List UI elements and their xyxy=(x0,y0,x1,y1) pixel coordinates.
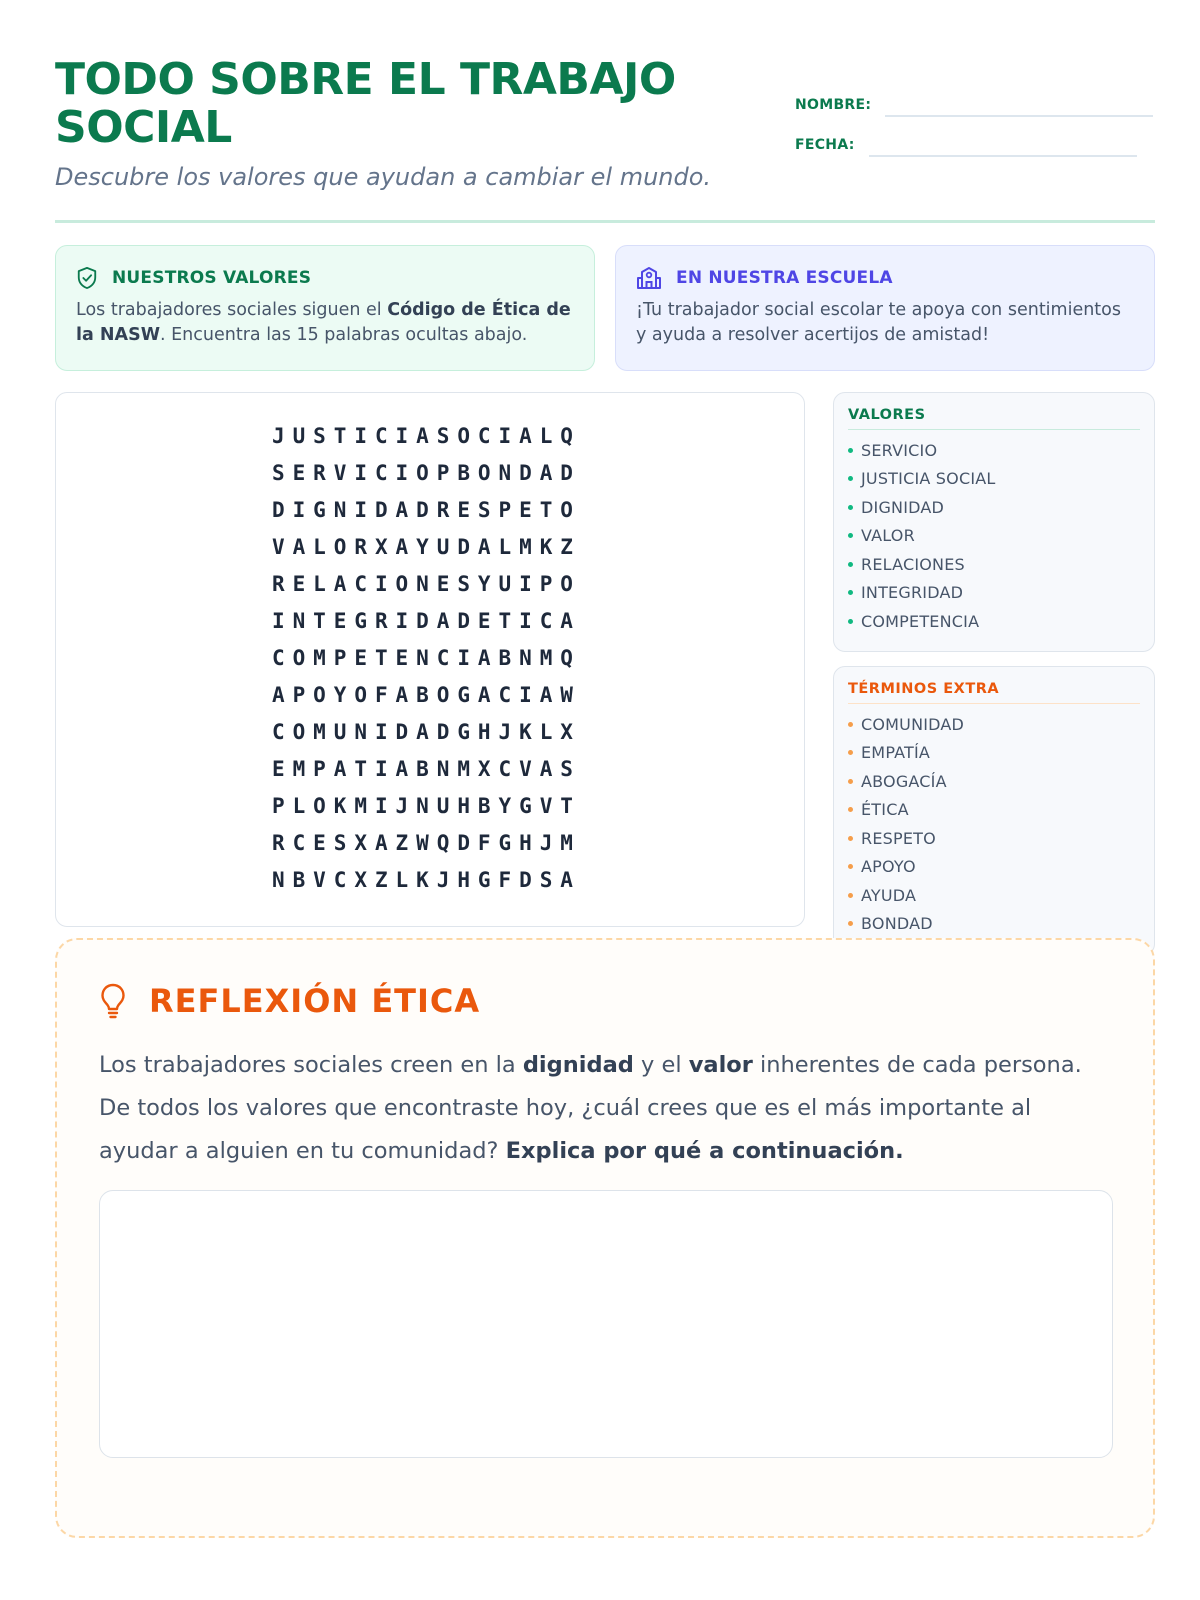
grid-letter[interactable]: L xyxy=(313,571,326,596)
reflection-section xyxy=(55,938,1155,1538)
grid-letter[interactable]: K xyxy=(333,793,347,818)
word-label: EMPATÍA xyxy=(861,743,931,763)
grid-letter[interactable]: I xyxy=(292,497,306,522)
grid-letter[interactable]: U xyxy=(498,571,512,596)
grid-letter[interactable]: A xyxy=(477,682,491,707)
bullet-icon xyxy=(848,505,853,510)
grid-letter[interactable]: I xyxy=(498,423,512,448)
word-label: RESPETO xyxy=(861,828,936,848)
bullet-icon xyxy=(848,921,853,926)
word-list-item xyxy=(848,579,1140,608)
grid-letter[interactable]: G xyxy=(477,867,491,892)
word-list-item xyxy=(848,881,1140,910)
word-label: BONDAD xyxy=(861,914,933,934)
grid-row xyxy=(268,491,577,528)
grid-letter[interactable]: O xyxy=(560,571,573,596)
grid-letter[interactable]: X xyxy=(354,830,367,855)
grid-letter[interactable]: L xyxy=(292,793,306,818)
grid-letter[interactable]: D xyxy=(416,497,429,522)
bullet-icon xyxy=(848,893,853,898)
grid-letter[interactable]: E xyxy=(313,830,326,855)
grid-letter[interactable]: Q xyxy=(436,830,450,855)
grid-letter[interactable]: B xyxy=(498,645,512,670)
word-list-item xyxy=(848,796,1140,825)
fecha-label: FECHA: xyxy=(795,137,855,153)
grid-letter[interactable]: T xyxy=(354,756,367,781)
bullet-icon xyxy=(848,533,853,538)
header-divider xyxy=(55,220,1155,223)
grid-letter[interactable]: C xyxy=(498,682,512,707)
grid-letter[interactable]: C xyxy=(292,830,306,855)
grid-letter[interactable]: X xyxy=(354,867,367,892)
word-label: APOYO xyxy=(861,857,916,877)
word-list-item xyxy=(848,522,1140,551)
grid-letter[interactable]: H xyxy=(457,867,470,892)
shield-check-icon xyxy=(76,266,98,290)
grid-letter[interactable]: A xyxy=(539,756,553,781)
word-list-item xyxy=(848,853,1140,882)
bullet-icon xyxy=(848,562,853,567)
grid-letter[interactable]: J xyxy=(539,830,553,855)
grid-letter[interactable]: M xyxy=(560,830,573,855)
grid-letter[interactable]: L xyxy=(539,719,553,744)
grid-letter[interactable]: L xyxy=(498,534,512,559)
values-card-title: NUESTROS VALORES xyxy=(112,268,312,288)
grid-row xyxy=(268,713,577,750)
grid-letter[interactable]: O xyxy=(457,423,470,448)
bullet-icon xyxy=(848,619,853,624)
grid-letter[interactable]: V xyxy=(271,534,285,559)
grid-letter[interactable]: J xyxy=(395,793,409,818)
grid-letter[interactable]: U xyxy=(333,719,347,744)
grid-letter[interactable]: A xyxy=(395,497,409,522)
grid-letter[interactable]: M xyxy=(539,645,553,670)
grid-letter[interactable]: D xyxy=(271,497,285,522)
grid-letter[interactable]: T xyxy=(560,793,573,818)
values-card-text: Los trabajadores sociales siguen el Código de Ética de la NASW. Encuentra las 15 palabras ocultas abajo. xyxy=(76,300,571,345)
grid-letter[interactable]: A xyxy=(560,867,573,892)
grid-letter[interactable]: U xyxy=(436,534,450,559)
values-list-title: VALORES xyxy=(848,407,1140,430)
grid-letter[interactable]: O xyxy=(354,682,367,707)
nombre-line[interactable] xyxy=(885,115,1153,117)
info-cards xyxy=(55,245,1155,371)
bullet-icon xyxy=(848,836,853,841)
grid-letter[interactable]: H xyxy=(477,719,491,744)
grid-letter[interactable]: P xyxy=(271,793,285,818)
bullet-icon xyxy=(848,448,853,453)
grid-letter[interactable]: O xyxy=(313,793,326,818)
grid-letter[interactable]: L xyxy=(539,423,553,448)
grid-letter[interactable]: X xyxy=(374,534,388,559)
grid-letter[interactable]: E xyxy=(354,645,367,670)
grid-letter[interactable]: C xyxy=(333,867,347,892)
grid-letter[interactable]: T xyxy=(539,497,553,522)
grid-letter[interactable]: I xyxy=(457,645,470,670)
word-list-item xyxy=(848,607,1140,636)
word-label: DIGNIDAD xyxy=(861,497,945,517)
header xyxy=(55,50,1155,225)
word-label: JUSTICIA SOCIAL xyxy=(861,469,996,489)
grid-letter[interactable]: S xyxy=(271,460,285,485)
grid-letter[interactable]: C xyxy=(374,460,388,485)
grid-letter[interactable]: V xyxy=(539,793,553,818)
grid-letter[interactable]: W xyxy=(560,682,573,707)
grid-letter[interactable]: C xyxy=(498,756,512,781)
grid-letter[interactable]: Y xyxy=(477,571,491,596)
grid-letter[interactable]: E xyxy=(477,608,491,633)
grid-letter[interactable]: I xyxy=(519,682,532,707)
grid-letter[interactable]: D xyxy=(416,608,429,633)
grid-letter[interactable]: Z xyxy=(374,867,388,892)
word-list-item xyxy=(848,493,1140,522)
grid-letter[interactable]: I xyxy=(374,571,388,596)
grid-row xyxy=(268,824,577,861)
grid-letter[interactable]: D xyxy=(395,719,409,744)
grid-letter[interactable]: L xyxy=(313,534,326,559)
grid-letter[interactable]: A xyxy=(436,608,450,633)
grid-letter[interactable]: U xyxy=(436,793,450,818)
grid-letter[interactable]: A xyxy=(271,682,285,707)
grid-letter[interactable]: I xyxy=(354,460,367,485)
grid-letter[interactable]: J xyxy=(498,719,512,744)
grid-letter[interactable]: K xyxy=(539,534,553,559)
grid-letter[interactable]: I xyxy=(354,497,367,522)
grid-letter[interactable]: A xyxy=(333,571,347,596)
grid-letter[interactable]: E xyxy=(271,756,285,781)
grid-letter[interactable]: P xyxy=(333,645,347,670)
word-label: COMPETENCIA xyxy=(861,611,980,631)
word-list-item xyxy=(848,767,1140,796)
grid-letter[interactable]: E xyxy=(292,460,306,485)
grid-letter[interactable]: S xyxy=(333,830,347,855)
grid-letter[interactable]: I xyxy=(519,608,532,633)
grid-letter[interactable]: K xyxy=(519,719,532,744)
grid-letter[interactable]: I xyxy=(395,460,409,485)
bullet-icon xyxy=(848,779,853,784)
grid-letter[interactable]: I xyxy=(519,571,532,596)
grid-letter[interactable]: A xyxy=(519,423,532,448)
grid-letter[interactable]: C xyxy=(539,608,553,633)
grid-letter[interactable]: B xyxy=(416,682,429,707)
grid-letter[interactable]: P xyxy=(498,497,512,522)
grid-letter[interactable]: P xyxy=(292,682,306,707)
bullet-icon xyxy=(848,476,853,481)
grid-letter[interactable]: R xyxy=(436,497,450,522)
school-card-title: EN NUESTRA ESCUELA xyxy=(676,268,893,288)
grid-letter[interactable]: G xyxy=(313,497,326,522)
word-list-item xyxy=(848,910,1140,939)
grid-letter[interactable]: M xyxy=(292,756,306,781)
grid-letter[interactable]: P xyxy=(313,756,326,781)
word-search-panel xyxy=(55,392,805,927)
school-card-text: ¡Tu trabajador social escolar te apoya con sentimientos y ayuda a resolver acertijos de amistad! xyxy=(636,300,1121,345)
grid-row xyxy=(268,861,577,898)
page-subtitle: Descubre los valores que ayudan a cambiar el mundo. xyxy=(55,163,712,191)
grid-letter[interactable]: T xyxy=(313,608,326,633)
extra-list-title: TÉRMINOS EXTRA xyxy=(848,681,1140,704)
grid-row xyxy=(268,528,577,565)
values-card xyxy=(55,245,595,371)
grid-letter[interactable]: O xyxy=(292,719,306,744)
grid-letter[interactable]: M xyxy=(519,534,532,559)
grid-letter[interactable]: Q xyxy=(560,423,573,448)
grid-letter[interactable]: R xyxy=(313,460,326,485)
grid-letter[interactable]: S xyxy=(560,756,573,781)
word-list-item xyxy=(848,739,1140,768)
grid-row xyxy=(268,787,577,824)
word-list-item xyxy=(848,824,1140,853)
grid-letter[interactable]: I xyxy=(374,793,388,818)
grid-letter[interactable]: D xyxy=(457,608,470,633)
grid-letter[interactable]: A xyxy=(374,830,388,855)
grid-row xyxy=(268,417,577,454)
grid-letter[interactable]: I xyxy=(271,608,285,633)
grid-letter[interactable]: V xyxy=(333,460,347,485)
grid-row xyxy=(268,565,577,602)
grid-letter[interactable]: A xyxy=(292,534,306,559)
grid-letter[interactable]: A xyxy=(539,682,553,707)
grid-letter[interactable]: E xyxy=(457,497,470,522)
grid-letter[interactable]: A xyxy=(560,608,573,633)
grid-letter[interactable]: V xyxy=(313,867,326,892)
grid-letter[interactable]: D xyxy=(519,460,532,485)
grid-letter[interactable]: F xyxy=(477,830,491,855)
word-label: ÉTICA xyxy=(861,800,909,820)
grid-row xyxy=(268,454,577,491)
grid-letter[interactable]: N xyxy=(271,867,285,892)
bullet-icon xyxy=(848,750,853,755)
grid-letter[interactable]: U xyxy=(292,423,306,448)
grid-letter[interactable]: S xyxy=(539,867,553,892)
grid-letter[interactable]: H xyxy=(457,793,470,818)
grid-letter[interactable]: A xyxy=(395,756,409,781)
grid-letter[interactable]: D xyxy=(457,534,470,559)
grid-letter[interactable]: G xyxy=(354,608,367,633)
reflection-prompt: Los trabajadores sociales creen en la dignidad y el valor inherentes de cada persona. De todos los valores que encontraste hoy, ¿cuál crees que es el más importante al ayudar a alguien en tu comunidad? Explica por qué a continuación. xyxy=(99,1052,1082,1164)
grid-row xyxy=(268,750,577,787)
word-label: SERVICIO xyxy=(861,440,938,460)
grid-letter[interactable]: N xyxy=(436,756,450,781)
grid-row xyxy=(268,602,577,639)
grid-letter[interactable]: O xyxy=(416,460,429,485)
grid-letter[interactable]: N xyxy=(519,645,532,670)
word-list-item xyxy=(848,710,1140,739)
bullet-icon xyxy=(848,864,853,869)
grid-letter[interactable]: R xyxy=(271,830,285,855)
grid-letter[interactable]: I xyxy=(374,719,388,744)
bullet-icon xyxy=(848,590,853,595)
grid-letter[interactable]: P xyxy=(436,460,450,485)
grid-letter[interactable]: D xyxy=(519,867,532,892)
grid-letter[interactable]: R xyxy=(354,534,367,559)
word-label: VALOR xyxy=(861,526,915,546)
grid-letter[interactable]: I xyxy=(374,756,388,781)
grid-letter[interactable]: Q xyxy=(560,645,573,670)
grid-letter[interactable]: M xyxy=(313,645,326,670)
grid-letter[interactable]: E xyxy=(395,645,409,670)
grid-letter[interactable]: D xyxy=(436,719,450,744)
grid-letter[interactable]: E xyxy=(292,571,306,596)
word-label: ABOGACÍA xyxy=(861,771,947,791)
grid-letter[interactable]: E xyxy=(519,497,532,522)
grid-letter[interactable]: B xyxy=(292,867,306,892)
grid-letter[interactable]: K xyxy=(416,867,429,892)
grid-letter[interactable]: E xyxy=(333,608,347,633)
grid-letter[interactable]: C xyxy=(374,423,388,448)
grid-letter[interactable]: S xyxy=(457,571,470,596)
extra-word-list xyxy=(833,666,1155,956)
grid-letter[interactable]: A xyxy=(477,645,491,670)
bullet-icon xyxy=(848,722,853,727)
grid-letter[interactable]: R xyxy=(374,608,388,633)
word-label: RELACIONES xyxy=(861,554,965,574)
grid-letter[interactable]: O xyxy=(477,460,491,485)
lightbulb-icon xyxy=(99,982,127,1020)
fecha-field[interactable] xyxy=(795,137,1137,153)
grid-letter[interactable]: O xyxy=(436,682,450,707)
grid-letter[interactable]: R xyxy=(271,571,285,596)
grid-letter[interactable]: M xyxy=(313,719,326,744)
word-label: INTEGRIDAD xyxy=(861,583,964,603)
grid-letter[interactable]: D xyxy=(560,460,573,485)
reflection-title: REFLEXIÓN ÉTICA xyxy=(149,982,481,1020)
fecha-line[interactable] xyxy=(869,155,1137,157)
grid-letter[interactable]: A xyxy=(333,756,347,781)
grid-letter[interactable]: I xyxy=(395,608,409,633)
grid-letter[interactable]: W xyxy=(416,830,429,855)
grid-letter[interactable]: O xyxy=(560,497,573,522)
grid-letter[interactable]: G xyxy=(519,793,532,818)
grid-letter[interactable]: A xyxy=(477,534,491,559)
word-list-item xyxy=(848,436,1140,465)
grid-letter[interactable]: M xyxy=(354,793,367,818)
grid-letter[interactable]: S xyxy=(313,423,326,448)
grid-letter[interactable]: T xyxy=(374,645,388,670)
grid-letter[interactable]: J xyxy=(436,867,450,892)
grid-letter[interactable]: C xyxy=(477,423,491,448)
word-label: COMUNIDAD xyxy=(861,714,965,734)
grid-letter[interactable]: B xyxy=(477,793,491,818)
grid-letter[interactable]: D xyxy=(457,830,470,855)
values-word-list xyxy=(833,392,1155,652)
word-label: AYUDA xyxy=(861,885,917,905)
grid-letter[interactable]: N xyxy=(498,460,512,485)
grid-letter[interactable]: O xyxy=(395,571,409,596)
grid-letter[interactable]: S xyxy=(436,423,450,448)
grid-letter[interactable]: Z xyxy=(395,830,409,855)
grid-letter[interactable]: A xyxy=(416,719,429,744)
answer-box[interactable] xyxy=(99,1190,1113,1458)
grid-letter[interactable]: G xyxy=(498,830,512,855)
page-title: TODO SOBRE EL TRABAJO SOCIAL xyxy=(55,54,676,153)
grid-letter[interactable]: N xyxy=(333,497,347,522)
grid-letter[interactable]: O xyxy=(333,534,347,559)
grid-letter[interactable]: S xyxy=(477,497,491,522)
grid-letter[interactable]: F xyxy=(498,867,512,892)
word-list-item xyxy=(848,550,1140,579)
word-search-grid xyxy=(268,417,577,898)
grid-letter[interactable]: Y xyxy=(498,793,512,818)
grid-letter[interactable]: A xyxy=(395,534,409,559)
grid-letter[interactable]: L xyxy=(395,867,409,892)
grid-letter[interactable]: N xyxy=(416,645,429,670)
grid-letter[interactable]: O xyxy=(292,645,306,670)
grid-letter[interactable]: C xyxy=(271,645,285,670)
grid-letter[interactable]: J xyxy=(271,423,285,448)
word-list-item xyxy=(848,465,1140,494)
grid-letter[interactable]: N xyxy=(354,719,367,744)
grid-letter[interactable]: Z xyxy=(560,534,573,559)
grid-letter[interactable]: G xyxy=(457,719,470,744)
grid-letter[interactable]: B xyxy=(457,460,470,485)
grid-letter[interactable]: O xyxy=(313,682,326,707)
grid-letter[interactable]: H xyxy=(519,830,532,855)
grid-letter[interactable]: A xyxy=(395,682,409,707)
grid-letter[interactable]: G xyxy=(457,682,470,707)
nombre-field[interactable] xyxy=(795,97,1153,113)
grid-letter[interactable]: B xyxy=(416,756,429,781)
school-icon xyxy=(636,266,662,290)
grid-letter[interactable]: X xyxy=(477,756,491,781)
grid-letter[interactable]: V xyxy=(519,756,532,781)
worksheet-page xyxy=(55,50,1155,1164)
grid-letter[interactable]: C xyxy=(354,571,367,596)
grid-letter[interactable]: A xyxy=(416,423,429,448)
grid-row xyxy=(268,639,577,676)
grid-letter[interactable]: I xyxy=(395,423,409,448)
grid-letter[interactable]: M xyxy=(457,756,470,781)
grid-letter[interactable]: C xyxy=(271,719,285,744)
school-card xyxy=(615,245,1155,371)
grid-letter[interactable]: D xyxy=(374,497,388,522)
grid-letter[interactable]: P xyxy=(539,571,553,596)
grid-letter[interactable]: X xyxy=(560,719,573,744)
grid-letter[interactable]: N xyxy=(292,608,306,633)
grid-letter[interactable]: T xyxy=(498,608,512,633)
grid-letter[interactable]: N xyxy=(416,571,429,596)
grid-letter[interactable]: Y xyxy=(333,682,347,707)
grid-letter[interactable]: T xyxy=(333,423,347,448)
grid-letter[interactable]: C xyxy=(436,645,450,670)
grid-letter[interactable]: F xyxy=(374,682,388,707)
nombre-label: NOMBRE: xyxy=(795,97,872,113)
grid-letter[interactable]: Y xyxy=(416,534,429,559)
grid-letter[interactable]: N xyxy=(416,793,429,818)
bullet-icon xyxy=(848,807,853,812)
grid-letter[interactable]: I xyxy=(354,423,367,448)
grid-row xyxy=(268,676,577,713)
grid-letter[interactable]: E xyxy=(436,571,450,596)
grid-letter[interactable]: A xyxy=(539,460,553,485)
